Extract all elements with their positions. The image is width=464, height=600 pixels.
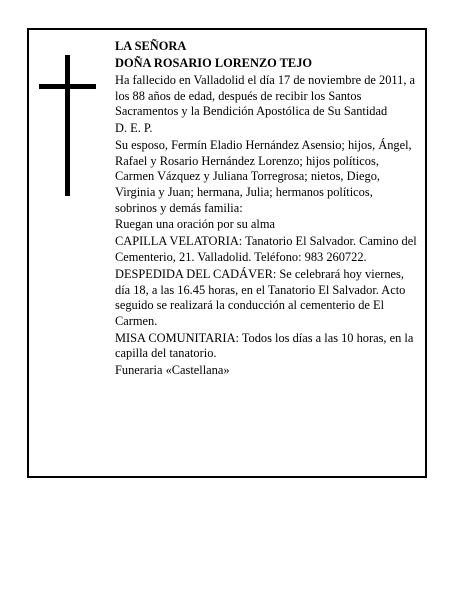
death-info: Ha fallecido en Valladolid el día 17 de noviembre de 2011, a los 88 años de edad, después de recibir los Santos Sacramentos y la Bendición Apostólica de Su Santidad	[115, 72, 416, 119]
cross-horizontal-bar	[39, 84, 96, 89]
mass-info: MISA COMUNITARIA: Todos los días a las 10 horas, en la capilla del tanatorio.	[115, 330, 414, 361]
farewell-info: DESPEDIDA DEL CADÁVER: Se celebrará hoy viernes, día 18, a las 16.45 horas, en el Tanatorio El Salvador. Acto seguido se realizará la conducción al cementerio de El Carmen.	[115, 267, 406, 328]
family-list: Su esposo, Fermín Eladio Hernández Asensio; hijos, Ángel, Rafael y Rosario Hernández Lorenzo; hijos políticos, Carmen Vázquez y Juliana Torregrosa; nietos, Diego, Virginia y Juan; hermana, Julia; hermanos políticos, sobrinos y demás familia:	[115, 138, 412, 215]
rip-text: D. E. P.	[115, 121, 153, 136]
cross-vertical-bar	[65, 55, 70, 196]
title-prefix: LA SEÑORA	[115, 39, 187, 53]
chapel-info: CAPILLA VELATORIA: Tanatorio El Salvador. Camino del Cementerio, 21. Valladolid. Teléfono: 983 260722.	[115, 234, 417, 265]
prayer-request: Ruegan una oración por su alma	[115, 217, 275, 232]
funeral-home: Funeraria «Castellana»	[115, 363, 230, 378]
obituary-text	[115, 39, 417, 380]
deceased-name: DOÑA ROSARIO LORENZO TEJO	[115, 55, 313, 70]
